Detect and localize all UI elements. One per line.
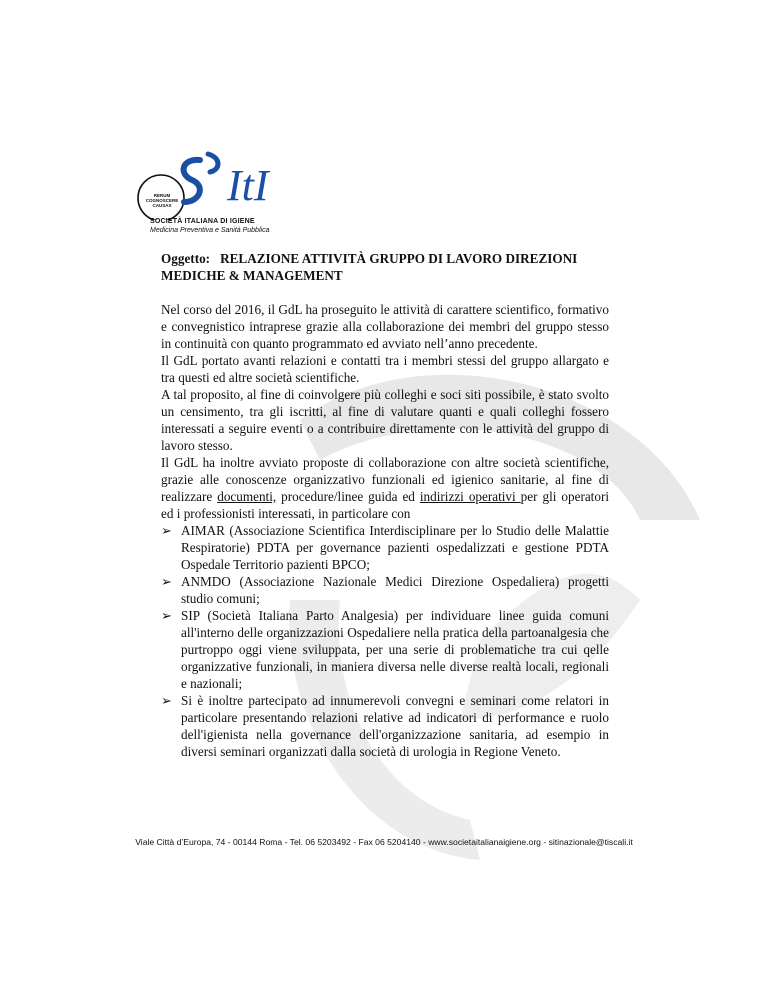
collaboration-paragraph: Il GdL ha inoltre avviato proposte di collaborazione con altre società scientifiche, grazie alle conoscenze organizzativo funzionali ed igienico sanitarie, al fine di realizzare documenti, procedure/linee guida ed indirizzi operativi per gli operatori ed i professionisti interessati, in particolare con	[161, 455, 609, 521]
letter-body	[161, 250, 609, 760]
logo-motto: RERUM COGNOSCERE CAUSAS	[145, 193, 179, 208]
list-item: ➢ AIMAR (Associazione Scientifica Interdisciplinare per lo Studio delle Malattie Respiratorie) PDTA per governance pazienti ospedalizzati e gestione PDTA Ospedale Territorio pazienti BPCO;	[161, 523, 609, 572]
arrow-bullet-icon: ➢	[161, 693, 173, 708]
arrow-bullet-icon: ➢	[161, 523, 173, 538]
subject-label: Oggetto:	[161, 251, 211, 266]
sit-logo	[130, 148, 300, 240]
collaboration-list	[161, 522, 609, 760]
indirizzi-operativi-link: indirizzi operativi	[419, 489, 521, 504]
footer-contact: Viale Città d’Europa, 74 - 00144 Roma - Tel. 06 5203492 - Fax 06 5204140 - www.societaitalianaigiene.org - sitinazionale@tiscali.it	[135, 837, 633, 847]
list-item: ➢ SIP (Società Italiana Parto Analgesia) per individuare linee guida comuni all'interno delle organizzazioni Ospedaliere nella pratica della partoanalgesia che purtroppo oggi viene sviluppata, per una serie di problematiche tra cui qelle organizzative funzionali, in maniera diversa nelle diverse realtà locali, regionali e nazionali;	[161, 608, 609, 691]
paragraph: A tal proposito, al fine di coinvolgere più colleghi e soci siti possibile, è stato svolto un censimento, tra gli iscritti, al fine di valutare quanti e quali colleghi fossero interessati a seguire eventi o a contribuire direttamente con le attività del gruppo di lavoro stesso.	[161, 387, 609, 453]
subject-line	[161, 250, 609, 284]
list-item: ➢ ANMDO (Associazione Nazionale Medici Direzione Ospedaliera) progetti studio comuni;	[161, 574, 609, 606]
documenti-link: documenti,	[217, 489, 277, 504]
logo-mark-text: ItI	[227, 161, 269, 210]
logo-tagline: Medicina Preventiva e Sanità Pubblica	[150, 227, 270, 234]
arrow-bullet-icon: ➢	[161, 574, 173, 589]
paragraph: Il GdL portato avanti relazioni e contatti tra i membri stessi del gruppo allargato e tra questi ed altre società scientifiche.	[161, 353, 609, 385]
logo-org-name: SOCIETÀ ITALIANA DI IGIENE	[150, 218, 255, 225]
arrow-bullet-icon: ➢	[161, 608, 173, 623]
subject-text: RELAZIONE ATTIVITÀ GRUPPO DI LAVORO DIREZIONI MEDICHE & MANAGEMENT	[161, 251, 578, 283]
paragraph: Nel corso del 2016, il GdL ha proseguito le attività di carattere scientifico, formativo e convegnistico intraprese grazie alla collaborazione dei membri del gruppo stesso in continuità con quanto programmato ed avviato nell’anno precedente.	[161, 302, 609, 351]
list-item: ➢ Si è inoltre partecipato ad innumerevoli convegni e seminari come relatori in particolare presentando relazioni relative ad indicatori di performance e ruolo dell'igienista nella governance dell'organizzazione sanitaria, ad esempio in diversi seminari organizzati dalla società di urologia in Regione Veneto.	[161, 693, 609, 759]
logo-mark-icon	[130, 148, 300, 220]
